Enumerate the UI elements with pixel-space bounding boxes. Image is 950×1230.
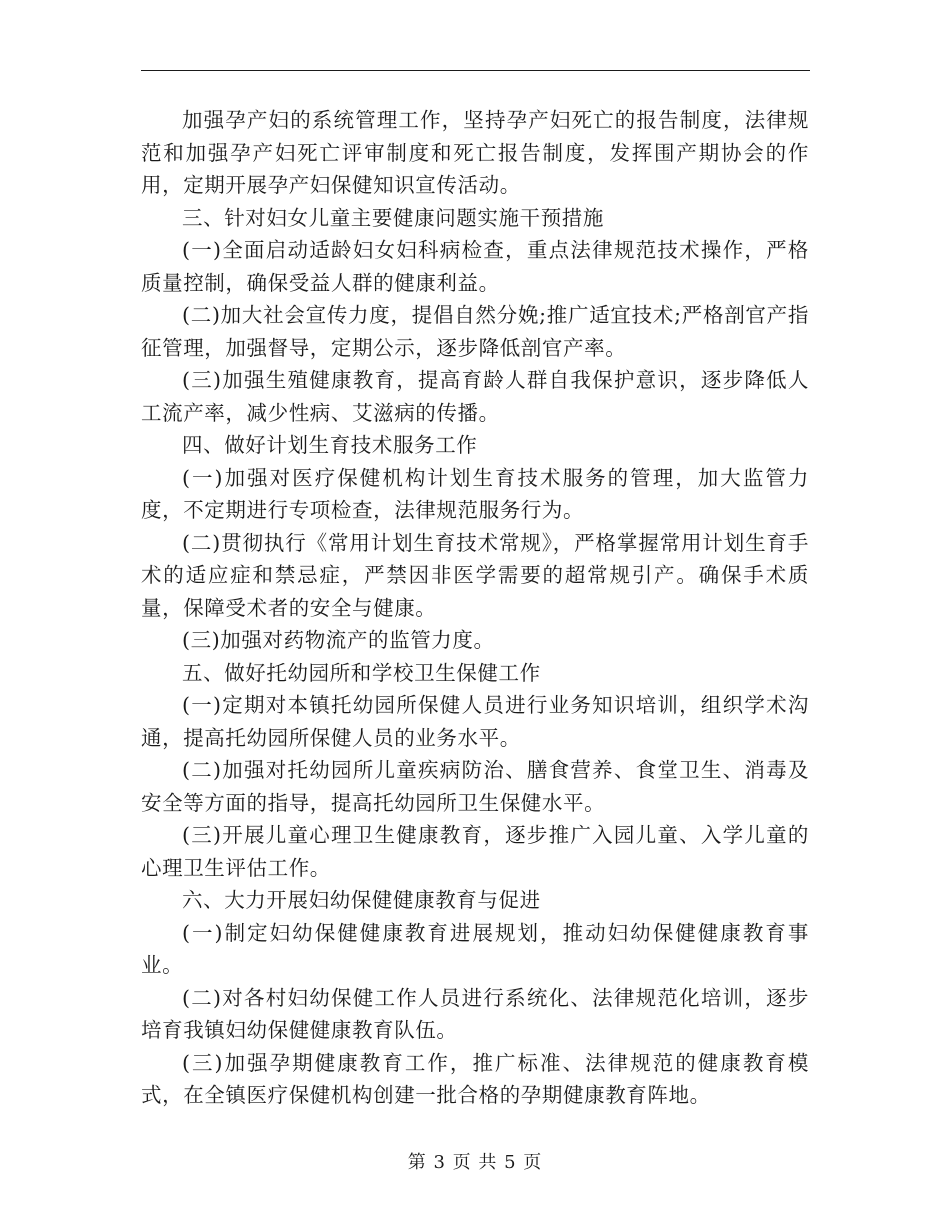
page-footer xyxy=(0,1148,950,1174)
section-heading: 六、大力开展妇幼保健健康教育与促进 xyxy=(182,888,541,912)
paragraph: (一)定期对本镇托幼园所保健人员进行业务知识培训，组织学术沟通，提高托幼园所保健人员的业务水平。 xyxy=(141,693,809,750)
paragraph: (三)加强孕期健康教育工作，推广标准、法律规范的健康教育模式，在全镇医疗保健机构创建一批合格的孕期健康教育阵地。 xyxy=(141,1050,809,1107)
header-rule xyxy=(141,70,810,71)
paragraph: (三)加强对药物流产的监管力度。 xyxy=(182,628,495,652)
section-heading: 五、做好托幼园所和学校卫生保健工作 xyxy=(182,660,541,685)
document-body xyxy=(141,104,809,1112)
paragraph: (一)加强对医疗保健机构计划生育技术服务的管理，加大监管力度，不定期进行专项检查，法律规范服务行为。 xyxy=(141,465,809,522)
paragraph: 加强孕产妇的系统管理工作，坚持孕产妇死亡的报告制度，法律规范和加强孕产妇死亡评审制度和死亡报告制度，发挥围产期协会的作用，定期开展孕产妇保健知识宣传活动。 xyxy=(141,108,809,197)
paragraph: (三)加强生殖健康教育，提高育龄人群自我保护意识，逐步降低人工流产率，减少性病、艾滋病的传播。 xyxy=(141,368,809,425)
paragraph: (一)全面启动适龄妇女妇科病检查，重点法律规范技术操作，严格质量控制，确保受益人群的健康利益。 xyxy=(141,238,809,295)
paragraph: (三)开展儿童心理卫生健康教育，逐步推广入园儿童、入学儿童的心理卫生评估工作。 xyxy=(141,823,809,880)
section-heading: 三、针对妇女儿童主要健康问题实施干预措施 xyxy=(182,205,604,230)
paragraph: (二)贯彻执行《常用计划生育技术常规》，严格掌握常用计划生育手术的适应症和禁忌症，严禁因非医学需要的超常规引产。确保手术质量，保障受术者的安全与健康。 xyxy=(141,530,809,620)
page-number: 第 3 页 共 5 页 xyxy=(407,1152,543,1173)
paragraph: (二)对各村妇幼保健工作人员进行系统化、法律规范化培训，逐步培育我镇妇幼保健健康教育队伍。 xyxy=(141,985,809,1042)
paragraph: (二)加大社会宣传力度，提倡自然分娩;推广适宜技术;严格剖官产指征管理，加强督导，定期公示，逐步降低剖官产率。 xyxy=(141,303,809,360)
paragraph: (二)加强对托幼园所儿童疾病防治、膳食营养、食堂卫生、消毒及安全等方面的指导，提高托幼园所卫生保健水平。 xyxy=(141,758,809,815)
paragraph: (一)制定妇幼保健健康教育进展规划，推动妇幼保健健康教育事业。 xyxy=(141,920,809,977)
section-heading: 四、做好计划生育技术服务工作 xyxy=(182,433,478,457)
